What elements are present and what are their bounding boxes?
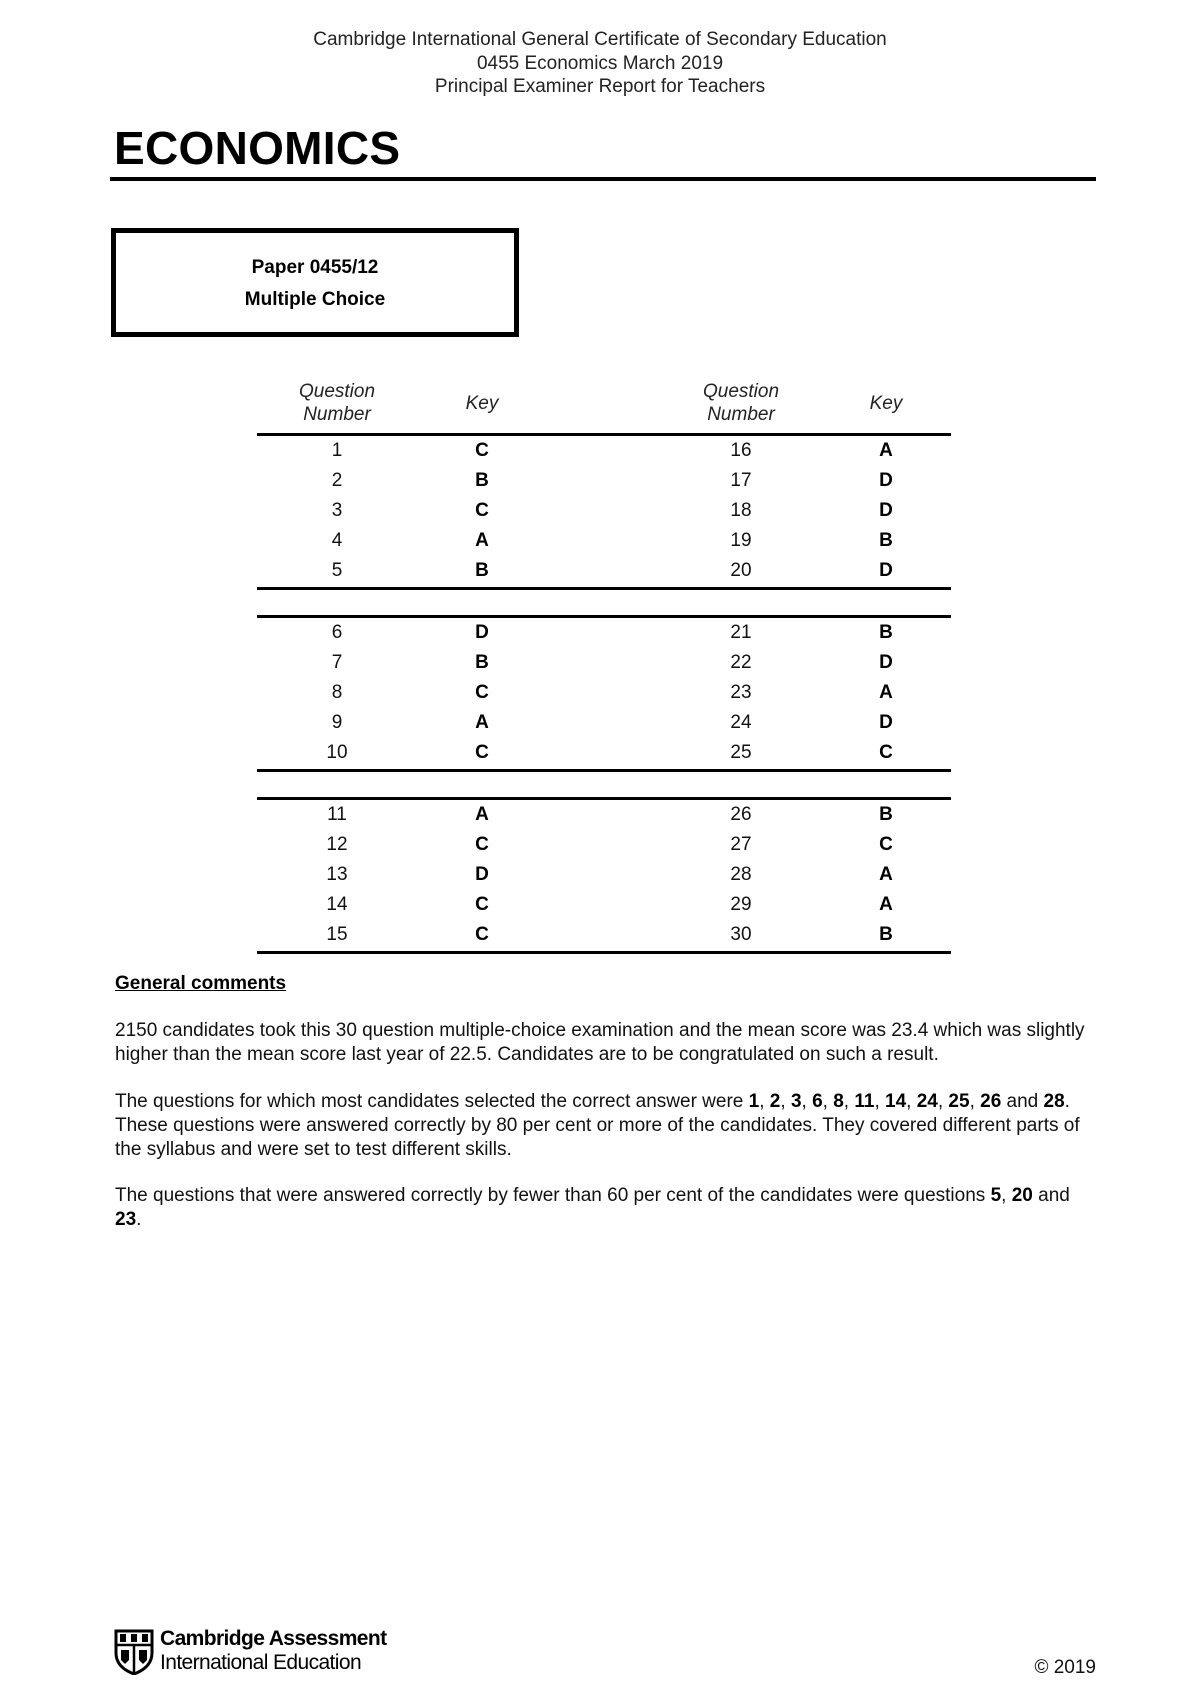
answer-key: C	[475, 894, 489, 915]
question-number: 21	[730, 622, 752, 643]
question-ref: 1	[748, 1091, 760, 1112]
paper-type: Multiple Choice	[244, 289, 386, 310]
question-number: 16	[730, 440, 752, 461]
paper-code: Paper 0455/12	[251, 257, 379, 278]
question-ref: 3	[790, 1091, 802, 1112]
answer-key: A	[475, 804, 489, 825]
question-ref: 8	[833, 1091, 844, 1112]
table-row	[257, 526, 951, 556]
header-line-report-type: Principal Examiner Report for Teachers	[434, 76, 766, 97]
question-number: 2	[331, 470, 343, 491]
answer-key: D	[879, 500, 893, 521]
answer-key: D	[475, 622, 489, 643]
answer-key: C	[475, 834, 489, 855]
question-number: 29	[730, 894, 752, 915]
subject-title: ECONOMICS	[114, 122, 401, 174]
paper-box	[111, 228, 519, 337]
question-number: 20	[730, 560, 752, 581]
header-line-syllabus: 0455 Economics March 2019	[476, 52, 724, 74]
cambridge-logo	[114, 1627, 404, 1677]
question-number: 24	[730, 712, 752, 733]
table-row	[257, 618, 951, 648]
question-number: 4	[331, 530, 343, 551]
question-number: 22	[730, 652, 752, 673]
question-number: 23	[730, 682, 752, 703]
table-row	[257, 890, 951, 920]
table-row	[257, 556, 951, 586]
header-key: Key	[869, 393, 903, 414]
question-number: 1	[331, 440, 343, 461]
table-rule	[257, 587, 951, 590]
question-number: 6	[331, 622, 343, 643]
question-ref: 14	[885, 1091, 907, 1112]
question-number: 8	[331, 682, 343, 703]
table-row	[257, 678, 951, 708]
answer-key: C	[475, 924, 489, 945]
header-question-number: Question Number	[298, 381, 376, 425]
table-row	[257, 800, 951, 830]
answer-key: D	[879, 712, 893, 733]
table-row	[257, 648, 951, 678]
question-number: 25	[730, 742, 752, 763]
answer-key: A	[879, 440, 893, 461]
question-ref: 20	[1011, 1185, 1033, 1206]
question-number: 30	[730, 924, 752, 945]
subject-divider	[110, 177, 1096, 181]
table-row	[257, 708, 951, 738]
report-header	[0, 28, 1200, 99]
question-number: 26	[730, 804, 752, 825]
answer-key: D	[879, 470, 893, 491]
answer-key: A	[879, 894, 893, 915]
table-row	[257, 920, 951, 950]
question-number: 10	[326, 742, 348, 763]
question-number: 28	[730, 864, 752, 885]
question-ref: 26	[980, 1091, 1002, 1112]
question-number: 19	[730, 530, 752, 551]
question-ref: 25	[948, 1091, 970, 1112]
question-number: 7	[331, 652, 343, 673]
answer-key: B	[879, 804, 893, 825]
question-number: 18	[730, 500, 752, 521]
table-row	[257, 466, 951, 496]
answer-key: C	[879, 742, 893, 763]
table-row	[257, 436, 951, 466]
question-number: 15	[326, 924, 348, 945]
question-ref: 28	[1043, 1091, 1065, 1112]
table-header	[257, 380, 951, 430]
answer-key: A	[879, 682, 893, 703]
question-ref: 11	[854, 1091, 875, 1112]
question-number: 14	[326, 894, 348, 915]
answer-key: D	[879, 652, 893, 673]
table-rule	[257, 951, 951, 954]
answer-key: C	[475, 682, 489, 703]
header-key: Key	[465, 393, 499, 414]
table-row	[257, 738, 951, 768]
comments-paragraph-3: The questions that were answered correctly by fewer than 60 per cent of the candidates were questions 5, 20 and 23.	[115, 1185, 1070, 1230]
cambridge-shield-icon	[114, 1629, 154, 1675]
question-ref: 5	[990, 1185, 1002, 1206]
table-row	[257, 860, 951, 890]
question-number: 13	[326, 864, 348, 885]
answer-key: A	[475, 712, 489, 733]
answer-key: B	[879, 924, 893, 945]
answer-key: B	[879, 622, 893, 643]
copyright-notice: © 2019	[1034, 1657, 1096, 1678]
comments-paragraph-1: 2150 candidates took this 30 question multiple-choice examination and the mean score was 23.4 which was slightly higher than the mean score last year of 22.5. Candidates are to be congratulated on such a result.	[115, 1020, 1085, 1065]
question-ref: 2	[769, 1091, 781, 1112]
answer-key: B	[475, 652, 489, 673]
header-line-qualification: Cambridge International General Certificate of Secondary Education	[313, 29, 887, 50]
answer-key: C	[475, 500, 489, 521]
question-number: 3	[331, 500, 343, 521]
table-row	[257, 830, 951, 860]
question-number: 12	[326, 834, 348, 855]
answer-key: A	[879, 864, 893, 885]
question-number: 27	[730, 834, 752, 855]
question-number: 11	[327, 804, 347, 825]
answer-key: B	[879, 530, 893, 551]
answer-key: C	[475, 742, 489, 763]
answer-key: D	[879, 560, 893, 581]
question-ref: 23	[115, 1209, 137, 1230]
logo-wordmark: Cambridge Assessment International Education	[160, 1627, 387, 1674]
easy-questions-list: 1, 2, 3, 6, 8, 11, 14, 24, 25, 26 and 28	[748, 1091, 1065, 1112]
question-ref: 6	[812, 1091, 823, 1112]
answer-key: C	[879, 834, 893, 855]
answer-key: D	[475, 864, 489, 885]
question-number: 5	[331, 560, 343, 581]
answer-key: C	[475, 440, 489, 461]
answer-key: B	[475, 470, 489, 491]
comments-paragraph-2: The questions for which most candidates selected the correct answer were 1, 2, 3, 6, 8, 11, 14, 24, 25, 26 and 28. These questions were answered correctly by 80 per cent or more of the candidates. They covered different parts of the syllabus and were set to test different skills.	[115, 1091, 1080, 1160]
answer-key: B	[475, 560, 489, 581]
general-comments-heading: General comments	[115, 973, 287, 994]
answer-key: A	[475, 530, 489, 551]
question-ref: 24	[916, 1091, 938, 1112]
question-number: 9	[331, 712, 343, 733]
header-question-number: Question Number	[702, 381, 780, 425]
question-number: 17	[730, 470, 752, 491]
table-row	[257, 496, 951, 526]
table-rule	[257, 769, 951, 772]
hard-questions-list: 5, 20 and 23	[115, 1185, 1070, 1230]
